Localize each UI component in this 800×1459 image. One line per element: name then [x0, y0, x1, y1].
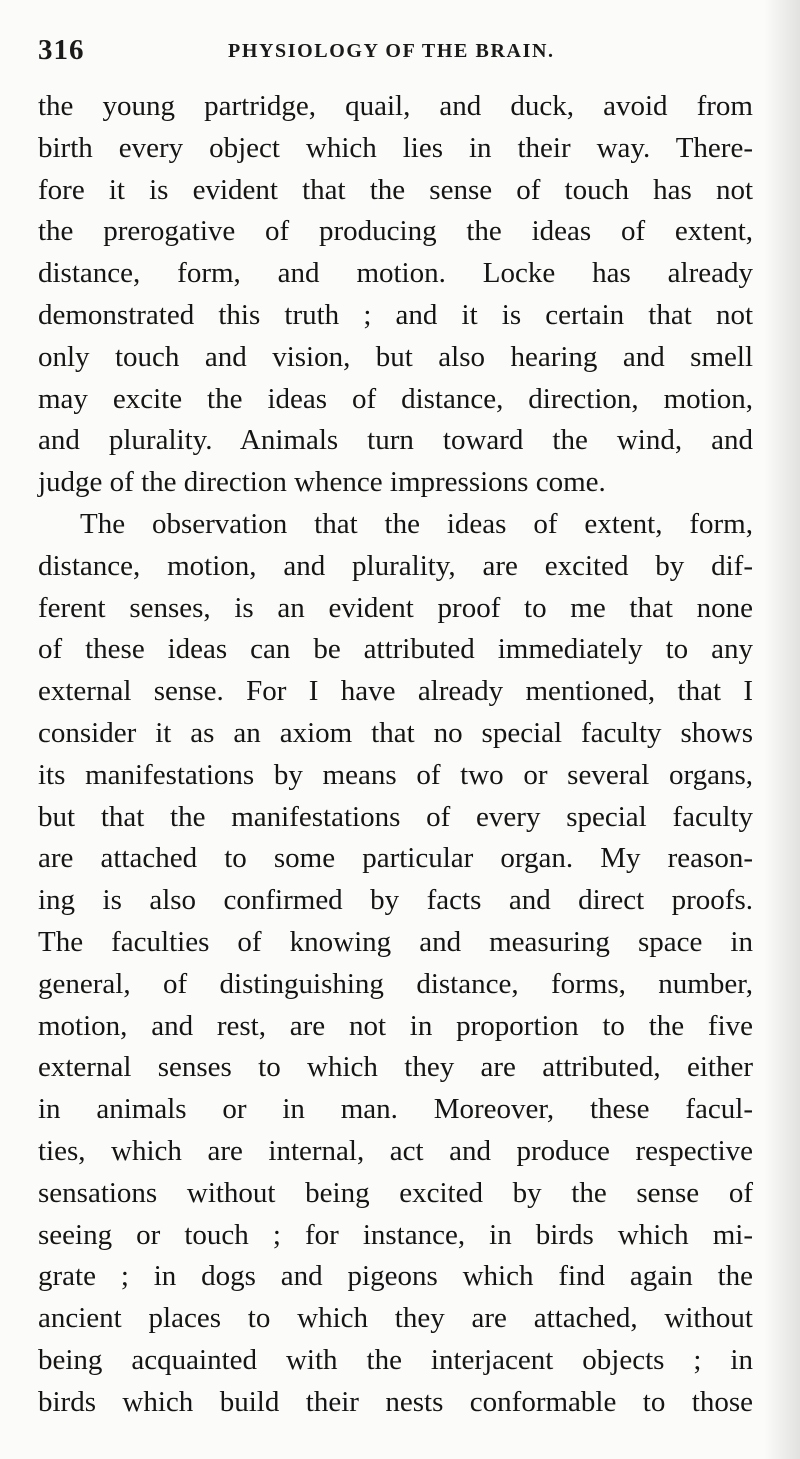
- text-line: external sense. For I have already mentioned, that I: [38, 675, 753, 708]
- text-line: sensations without being excited by the sense of: [38, 1176, 753, 1209]
- paragraph-start-line: The observation that the ideas of extent, form,: [80, 507, 753, 540]
- text-line: motion, and rest, are not in proportion to the five: [38, 1009, 753, 1042]
- text-line: fore it is evident that the sense of touch has not: [38, 173, 753, 206]
- text-line: birds which build their nests conformable to those: [38, 1385, 753, 1418]
- text-line: demonstrated this truth ; and it is certain that not: [38, 298, 753, 331]
- text-line: grate ; in dogs and pigeons which find again the: [38, 1260, 753, 1293]
- text-line: distance, form, and motion. Locke has already: [38, 257, 753, 290]
- text-line: the young partridge, quail, and duck, avoid from: [38, 90, 753, 122]
- text-line: in animals or in man. Moreover, these facul-: [38, 1093, 753, 1126]
- page-header: [38, 34, 750, 74]
- text-line: The faculties of knowing and measuring space in: [38, 925, 753, 958]
- page-gutter-shadow: [764, 0, 800, 1459]
- text-line: but that the manifestations of every special faculty: [38, 800, 753, 833]
- text-line: ferent senses, is an evident proof to me that none: [38, 591, 753, 624]
- text-line: of these ideas can be attributed immediately to any: [38, 633, 753, 666]
- paragraph-end-line: judge of the direction whence impressions come.: [38, 466, 606, 499]
- text-line: ing is also confirmed by facts and direct proofs.: [38, 884, 753, 917]
- body-text: [38, 86, 753, 1424]
- running-head: PHYSIOLOGY OF THE BRAIN.: [228, 40, 555, 62]
- text-line: and plurality. Animals turn toward the wind, and: [38, 424, 753, 457]
- text-line: its manifestations by means of two or several organs,: [38, 758, 753, 791]
- text-line: may excite the ideas of distance, direction, motion,: [38, 382, 753, 415]
- text-line: general, of distinguishing distance, forms, number,: [38, 967, 753, 1000]
- page-number: 316: [38, 34, 85, 66]
- text-line: distance, motion, and plurality, are excited by dif-: [38, 549, 753, 582]
- text-line: are attached to some particular organ. My reason-: [38, 842, 753, 875]
- text-line: ties, which are internal, act and produce respective: [38, 1134, 753, 1167]
- text-line: seeing or touch ; for instance, in birds which mi-: [38, 1218, 753, 1251]
- text-line: consider it as an axiom that no special faculty shows: [38, 716, 753, 749]
- text-line: being acquainted with the interjacent objects ; in: [38, 1343, 753, 1376]
- text-line: only touch and vision, but also hearing and smell: [38, 340, 753, 373]
- text-line: external senses to which they are attributed, either: [38, 1051, 753, 1084]
- text-line: the prerogative of producing the ideas of extent,: [38, 215, 753, 248]
- text-line: birth every object which lies in their way. There-: [38, 131, 753, 164]
- text-line: ancient places to which they are attached, without: [38, 1302, 753, 1335]
